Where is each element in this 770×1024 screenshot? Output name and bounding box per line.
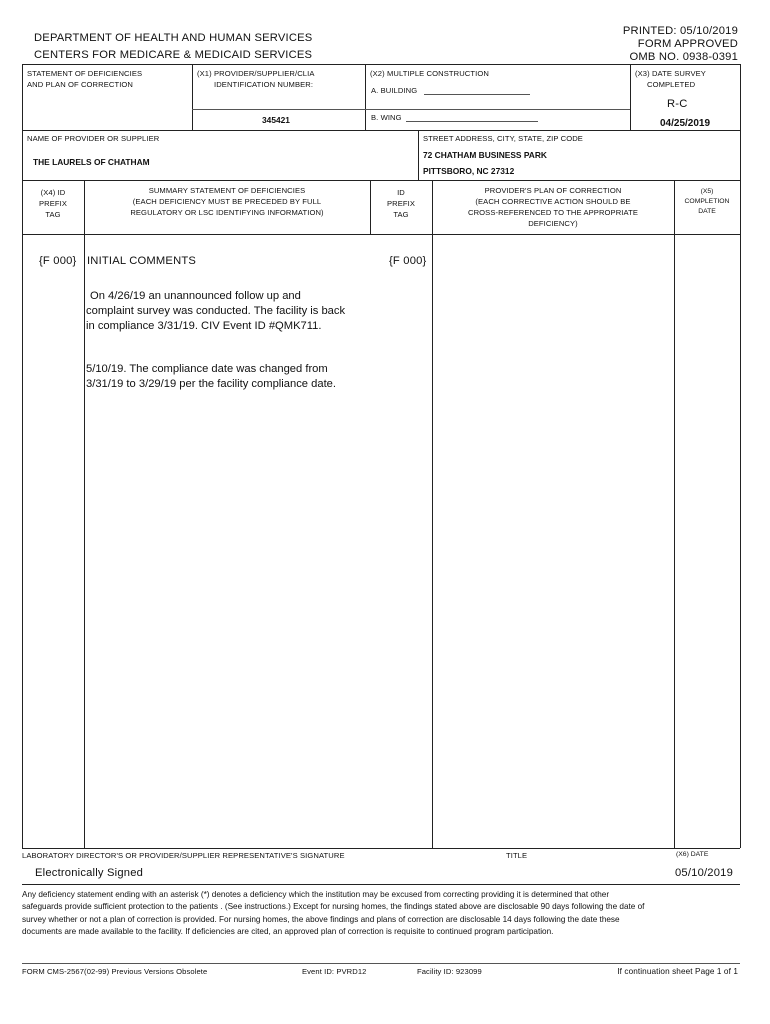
department-name: DEPARTMENT OF HEALTH AND HUMAN SERVICES (34, 32, 313, 44)
plan-header-line-4: DEFICIENCY) (528, 219, 578, 228)
footer-line (22, 963, 740, 964)
x4-header (22, 187, 84, 220)
signature-date: 05/10/2019 (675, 867, 733, 879)
address-label: STREET ADDRESS, CITY, STATE, ZIP CODE (423, 134, 583, 143)
form-number: FORM CMS-2567(02-99) Previous Versions Obsolete (22, 967, 208, 976)
disclaimer-footnote: Any deficiency statement ending with an asterisk (*) denotes a deficiency which the institution may be excused from correcting providing it is determined that other safeguards provide sufficient protection to the patients . (See instructions.) Except for nursing homes, the findings stated above are disclosable 90 days following the date of survey whether or not a plan of correction is provided. For nursing homes, the above findings and plans of correction are disclosable 14 days following the date these documents are made available to the facility. If deficiencies are cited, an approved plan of correction is requisite to continued program participation. (22, 890, 645, 936)
building-underline (424, 94, 530, 95)
omb-number: OMB NO. 0938-0391 (629, 51, 738, 63)
summary-header (84, 185, 370, 218)
summary-header-line-2: (EACH DEFICIENCY MUST BE PRECEDED BY FULL (132, 197, 322, 206)
row-separator-2 (22, 180, 740, 181)
plan-header-line-3: CROSS-REFERENCED TO THE APPROPRIATE (467, 208, 639, 217)
plan-header (432, 185, 674, 229)
x5-header-line-3: DATE (698, 208, 716, 215)
form-approved: FORM APPROVED (637, 38, 738, 50)
id-header-line-2: PREFIX (386, 199, 416, 208)
x1-label-1: (X1) PROVIDER/SUPPLIER/CLIA (197, 69, 315, 78)
event-id: Event ID: PVRD12 (302, 967, 367, 976)
divider-x3 (630, 64, 631, 130)
centers-name: CENTERS FOR MEDICARE & MEDICAID SERVICES (34, 49, 313, 61)
x5-header-line-1: (X5) (700, 188, 714, 195)
signature-value: Electronically Signed (35, 867, 144, 879)
wing-underline (406, 121, 538, 122)
date-label: (X6) DATE (676, 851, 709, 858)
left-border (22, 64, 23, 848)
x3-label-2: COMPLETED (647, 80, 696, 89)
x2-label: (X2) MULTIPLE CONSTRUCTION (370, 69, 489, 78)
x5-header (674, 187, 740, 217)
x4-header-line-3: TAG (45, 210, 61, 219)
signature-bottom-line (22, 884, 740, 885)
col-div-4 (674, 180, 675, 848)
id-header (370, 187, 432, 220)
entry-paragraph-1: On 4/26/19 an unannounced follow up and complaint survey was conducted. The facility is back in compliance 3/31/19. CIV Event ID #QMK711. (86, 290, 346, 332)
divider-x1 (192, 64, 193, 130)
entry-title: INITIAL COMMENTS (87, 255, 197, 267)
col-div-1 (84, 180, 85, 848)
x1-box-line (192, 109, 365, 110)
provider-name-label: NAME OF PROVIDER OR SUPPLIER (27, 134, 160, 143)
x5-header-line-2: COMPLETION (684, 198, 730, 205)
id-header-line-1: ID (397, 188, 405, 197)
top-border (22, 64, 740, 65)
statement-label-1: STATEMENT OF DEFICIENCIES (27, 69, 143, 78)
x1-label-2: IDENTIFICATION NUMBER: (214, 80, 314, 89)
plan-header-line-1: PROVIDER'S PLAN OF CORRECTION (484, 186, 622, 195)
divider-x2 (365, 64, 366, 130)
continuation-page: If continuation sheet Page 1 of 1 (617, 967, 738, 976)
signature-label: LABORATORY DIRECTOR'S OR PROVIDER/SUPPLIER REPRESENTATIVE'S SIGNATURE (22, 851, 345, 860)
col-div-3 (432, 180, 433, 848)
x4-header-line-2: PREFIX (38, 199, 68, 208)
survey-date: 04/25/2019 (660, 118, 711, 129)
city-state-zip: PITTSBORO, NC 27312 (423, 166, 515, 176)
wing-label: B. WING (371, 113, 402, 122)
body-bottom (22, 848, 740, 849)
tag-right: {F 000} (389, 255, 427, 267)
printed-date: PRINTED: 05/10/2019 (622, 25, 738, 37)
wing-line-sep (365, 109, 630, 110)
plan-header-line-2: (EACH CORRECTIVE ACTION SHOULD BE (475, 197, 631, 206)
x3-label-1: (X3) DATE SURVEY (635, 69, 706, 78)
facility-id: Facility ID: 923099 (417, 967, 482, 976)
right-border (740, 64, 741, 848)
street-address: 72 CHATHAM BUSINESS PARK (423, 150, 547, 160)
summary-header-line-1: SUMMARY STATEMENT OF DEFICIENCIES (148, 186, 306, 195)
survey-code: R-C (667, 98, 688, 110)
x4-header-line-1: (X4) ID (40, 188, 66, 197)
row-separator-3 (22, 234, 740, 235)
building-label: A. BUILDING (371, 86, 418, 95)
provider-id: 345421 (262, 115, 290, 125)
tag-left: {F 000} (39, 255, 77, 267)
entry-paragraph-2: 5/10/19. The compliance date was changed from 3/31/19 to 3/29/19 per the facility compliance date. (86, 363, 337, 390)
id-header-line-3: TAG (393, 210, 409, 219)
row-separator-1 (22, 130, 740, 131)
provider-name: THE LAURELS OF CHATHAM (33, 157, 150, 167)
divider-address (418, 130, 419, 180)
statement-label-2: AND PLAN OF CORRECTION (27, 80, 133, 89)
title-label: TITLE (506, 851, 528, 860)
summary-header-line-3: REGULATORY OR LSC IDENTIFYING INFORMATION) (130, 208, 324, 217)
